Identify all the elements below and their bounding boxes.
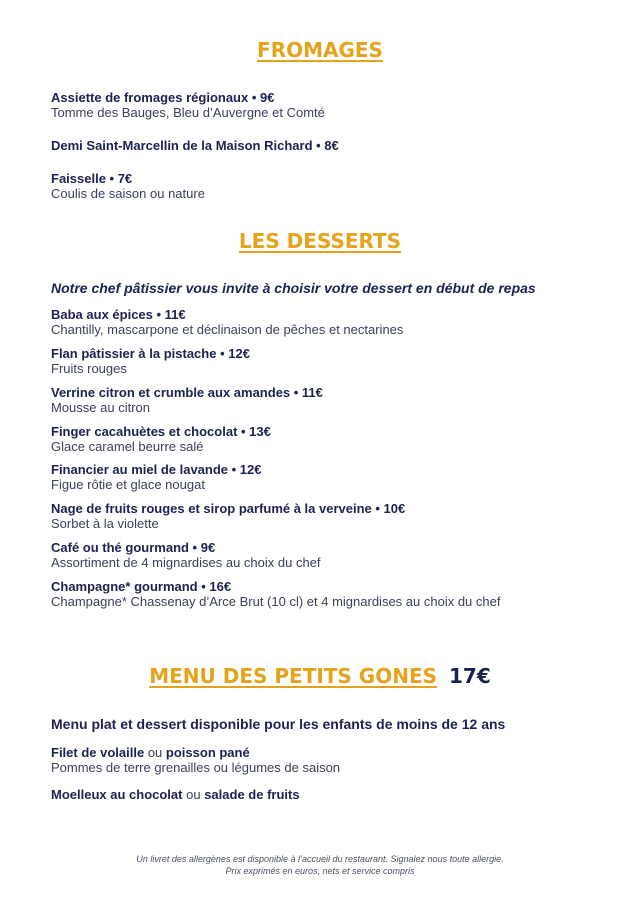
item-name: Finger cacahuètes et chocolat • 13€ bbox=[51, 424, 271, 439]
menu-item bbox=[51, 579, 611, 609]
kids-dessert-a: Moelleux au chocolat bbox=[51, 787, 183, 802]
item-name: Demi Saint-Marcellin de la Maison Richard • 8€ bbox=[51, 138, 339, 153]
item-name: Champagne* gourmand • 16€ bbox=[51, 579, 232, 594]
kids-dessert-b: salade de fruits bbox=[204, 787, 300, 802]
or-word: ou bbox=[186, 787, 201, 802]
item-desc: Pommes de terre grenailles ou légumes de saison bbox=[51, 760, 341, 775]
menu-item bbox=[51, 787, 611, 802]
menu-item bbox=[51, 138, 611, 153]
menu-item bbox=[51, 346, 611, 376]
item-desc: Glace caramel beurre salé bbox=[51, 439, 204, 454]
item-name bbox=[51, 787, 611, 802]
item-desc: Tomme des Bauges, Bleu d’Auvergne et Comté bbox=[51, 105, 325, 120]
item-name: Assiette de fromages régionaux • 9€ bbox=[51, 90, 275, 105]
menu-item bbox=[51, 540, 611, 570]
item-name: Café ou thé gourmand • 9€ bbox=[51, 540, 216, 555]
item-desc: Chantilly, mascarpone et déclinaison de pêches et nectarines bbox=[51, 322, 404, 337]
item-name: Financier au miel de lavande • 12€ bbox=[51, 462, 262, 477]
item-desc: Champagne* Chassenay d’Arce Brut (10 cl) et 4 mignardises au choix du chef bbox=[51, 594, 501, 609]
kids-menu-title bbox=[0, 664, 640, 688]
item-name: Nage de fruits rouges et sirop parfumé à la verveine • 10€ bbox=[51, 501, 406, 516]
desserts-intro: Notre chef pâtissier vous invite à choisir votre dessert en début de repas bbox=[51, 280, 536, 296]
menu-item bbox=[51, 424, 611, 454]
footer-line-2: Prix exprimés en euros, nets et service compris bbox=[225, 866, 415, 876]
menu-item bbox=[51, 171, 611, 201]
kids-main-a: Filet de volaille bbox=[51, 745, 145, 760]
kids-menu-intro: Menu plat et dessert disponible pour les enfants de moins de 12 ans bbox=[51, 716, 506, 732]
footer-line-1: Un livret des allergènes est disponible à l’accueil du restaurant. Signalez nous toute allergie. bbox=[136, 854, 504, 864]
menu-item bbox=[51, 307, 611, 337]
item-desc: Sorbet à la violette bbox=[51, 516, 159, 531]
kids-menu-price: 17€ bbox=[449, 664, 491, 688]
menu-item bbox=[51, 462, 611, 492]
item-desc: Coulis de saison ou nature bbox=[51, 186, 205, 201]
menu-item bbox=[51, 745, 611, 775]
item-name: Faisselle • 7€ bbox=[51, 171, 133, 186]
item-name: Flan pâtissier à la pistache • 12€ bbox=[51, 346, 250, 361]
desserts-title: LES DESSERTS bbox=[238, 229, 402, 253]
item-name bbox=[51, 745, 611, 760]
footer-note bbox=[0, 853, 640, 877]
item-name: Baba aux épices • 11€ bbox=[51, 307, 186, 322]
kids-menu-title-text: MENU DES PETITS GONES bbox=[149, 664, 438, 688]
menu-item bbox=[51, 90, 611, 120]
item-desc: Fruits rouges bbox=[51, 361, 127, 376]
menu-item bbox=[51, 385, 611, 415]
item-desc: Mousse au citron bbox=[51, 400, 150, 415]
or-word: ou bbox=[147, 745, 163, 760]
item-name: Verrine citron et crumble aux amandes • 11€ bbox=[51, 385, 323, 400]
item-desc: Figue rôtie et glace nougat bbox=[51, 477, 205, 492]
kids-main-b: poisson pané bbox=[165, 745, 250, 760]
menu-item bbox=[51, 501, 611, 531]
fromages-title: FROMAGES bbox=[257, 38, 383, 62]
item-desc: Assortiment de 4 mignardises au choix du chef bbox=[51, 555, 321, 570]
